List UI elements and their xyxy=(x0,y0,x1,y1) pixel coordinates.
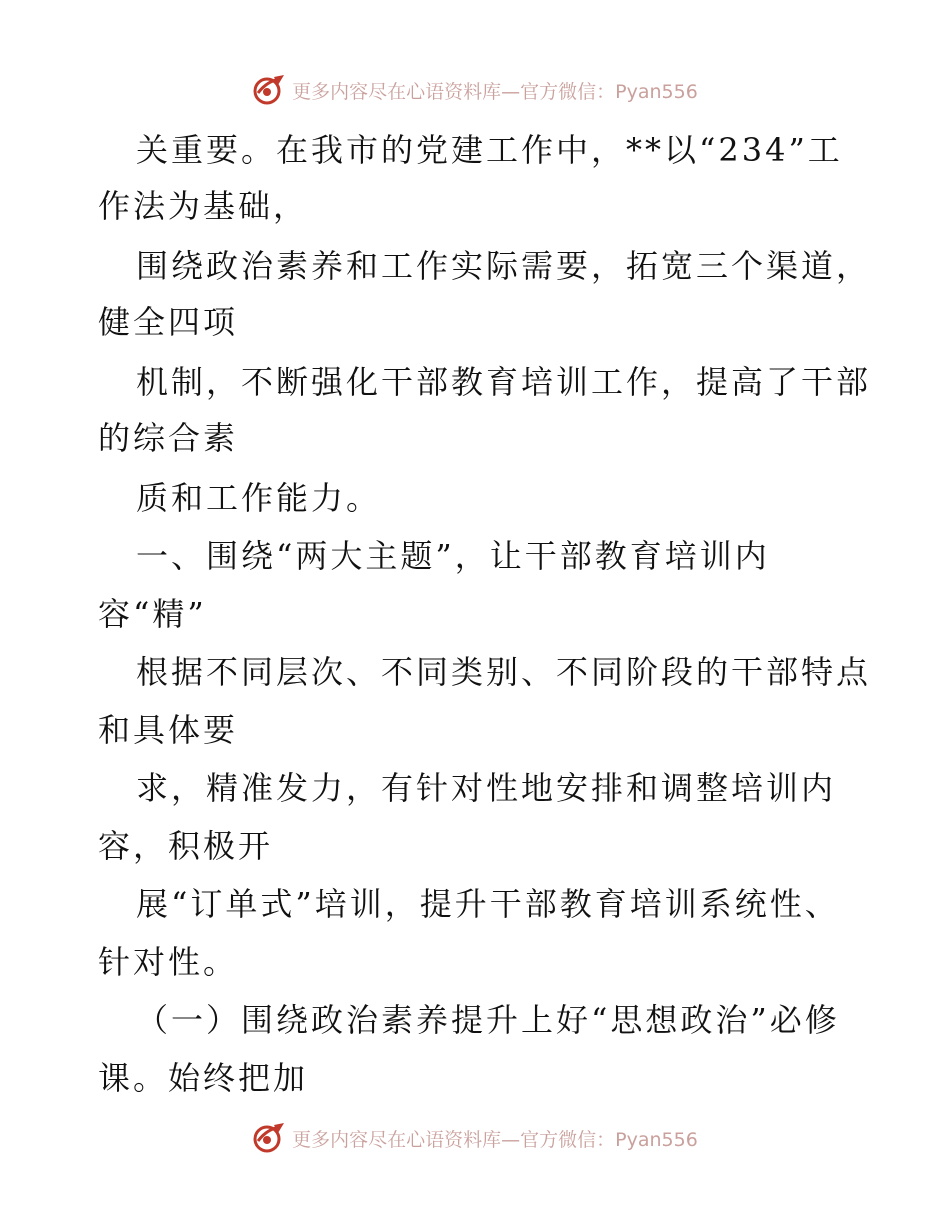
banner-text: 更多内容尽在心语资料库—官方微信：Pyan556 xyxy=(292,80,698,103)
body-line: 健全四项 xyxy=(98,303,239,341)
body-line: 质和工作能力。 xyxy=(136,479,382,517)
body-line: 针对性。 xyxy=(98,943,239,981)
header-watermark-banner xyxy=(0,70,950,110)
body-line: 求，精准发力，有针对性地安排和调整培训内 xyxy=(136,769,837,807)
body-line: 机制，不断强化干部教育培训工作，提高了干部 xyxy=(136,363,872,401)
body-line: 的综合素 xyxy=(98,419,239,457)
body-line: 作法为基础， xyxy=(98,187,309,225)
body-line: 根据不同层次、不同类别、不同阶段的干部特点 xyxy=(136,653,872,691)
pen-swirl-logo-icon xyxy=(252,1121,286,1155)
body-line: 容，积极开 xyxy=(98,827,274,865)
pen-swirl-logo-icon xyxy=(252,73,286,107)
subsection-heading: （一）围绕政治素养提升上好“思想政治”必修 xyxy=(136,1001,840,1039)
body-line: 和具体要 xyxy=(98,711,239,749)
banner-text: 更多内容尽在心语资料库—官方微信：Pyan556 xyxy=(292,1128,698,1151)
footer-watermark-banner xyxy=(0,1118,950,1158)
body-line: 课。始终把加 xyxy=(98,1059,309,1097)
section-heading-cont: 容“精” xyxy=(98,595,207,633)
body-line: 展“订单式”培训，提升干部教育培训系统性、 xyxy=(136,885,840,923)
section-heading: 一、围绕“两大主题”，让干部教育培训内 xyxy=(136,537,770,575)
body-line: 围绕政治素养和工作实际需要，拓宽三个渠道， xyxy=(136,247,872,285)
body-line: 关重要。在我市的党建工作中，**以“234”工 xyxy=(136,131,843,169)
